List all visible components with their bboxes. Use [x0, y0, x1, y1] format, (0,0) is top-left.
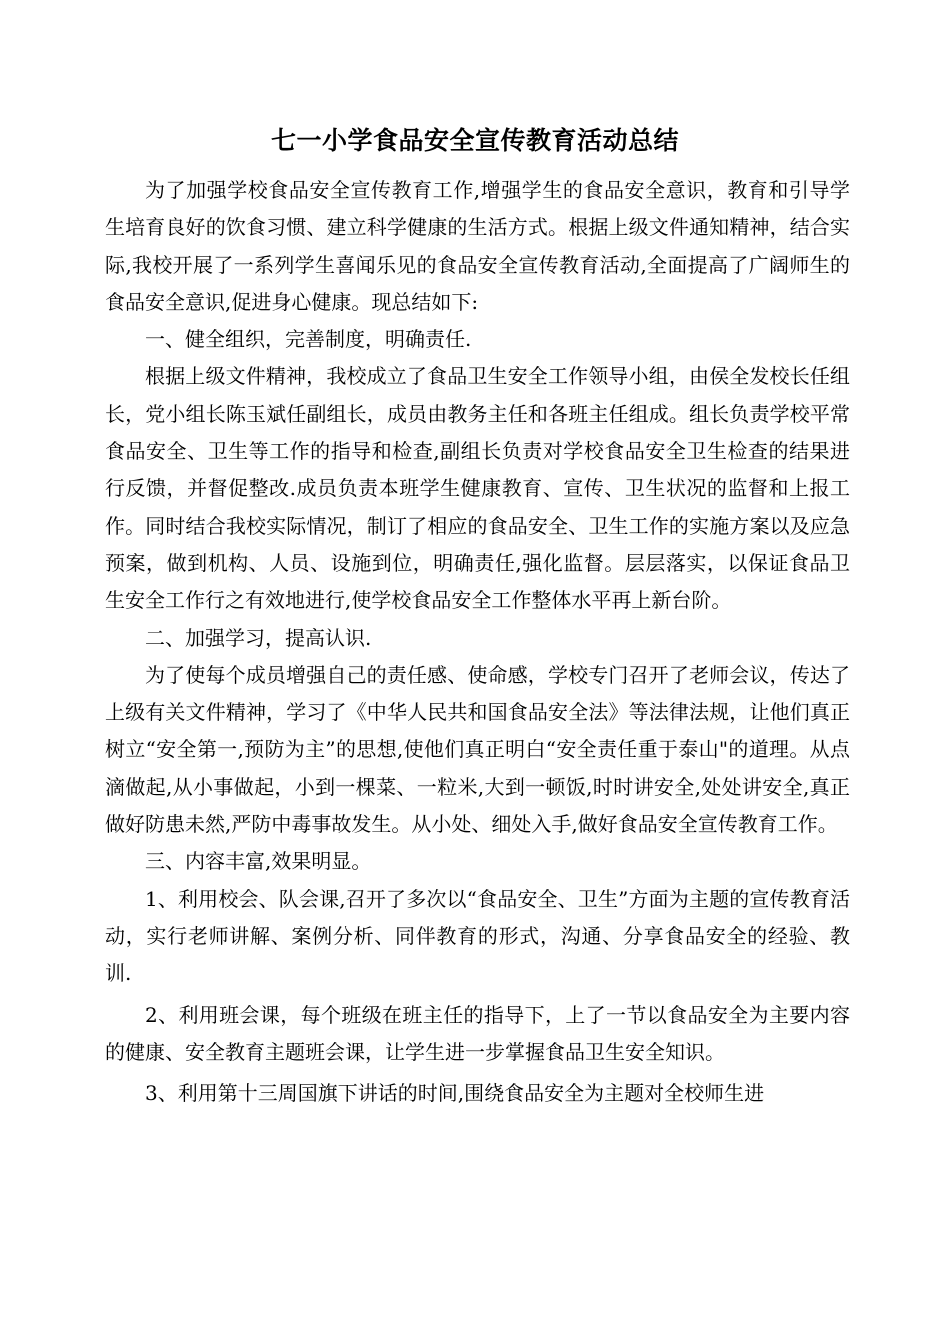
list-item-1: 1、利用校会、队会课,召开了多次以“食品安全、卫生”方面为主题的宣传教育活动，实行老师讲解、案例分析、同伴教育的形式，沟通、分享食品安全的经验、教训. — [105, 886, 850, 986]
section-heading-1: 一、健全组织，完善制度，明确责任. — [145, 327, 472, 352]
list-item-2: 2、利用班会课，每个班级在班主任的指导下，上了一节以食品安全为主要内容的健康、安全教育主题班会课，让学生进一步掌握食品卫生安全知识。 — [105, 1002, 850, 1064]
document-body — [105, 172, 850, 1112]
paragraph-organization: 根据上级文件精神，我校成立了食品卫生安全工作领导小组，由侯全发校长任组长，党小组长陈玉斌任副组长，成员由教务主任和各班主任组成。组长负责学校平常食品安全、卫生等工作的指导和检查,副组长负责对学校食品安全卫生检查的结果进行反馈，并督促整改.成员负责本班学生健康教育、宣传、卫生状况的监督和上报工作。同时结合我校实际情况，制订了相应的食品安全、卫生工作的实施方案以及应急预案，做到机构、人员、设施到位，明确责任,强化监督。层层落实，以保证食品卫生安全工作行之有效地进行,使学校食品安全工作整体水平再上新台阶。 — [105, 364, 850, 613]
section-heading-3: 三、内容丰富,效果明显。 — [145, 849, 372, 874]
section-heading-2: 二、加强学习，提高认识. — [145, 625, 372, 650]
document-title: 七一小学食品安全宣传教育活动总结 — [270, 126, 679, 155]
paragraph-study: 为了使每个成员增强自己的责任感、使命感，学校专门召开了老师会议，传达了上级有关文件精神，学习了《中华人民共和国食品安全法》等法律法规，让他们真正树立“安全第一,预防为主”的思想,使他们真正明白“安全责任重于泰山"的道理。从点滴做起,从小事做起，小到一棵菜、一粒米,大到一顿饭,时时讲安全,处处讲安全,真正做好防患未然,严防中毒事故发生。从小处、细处入手,做好食品安全宣传教育工作。 — [105, 662, 850, 837]
paragraph-intro: 为了加强学校食品安全宣传教育工作,增强学生的食品安全意识，教育和引导学生培育良好的饮食习惯、建立科学健康的生活方式。根据上级文件通知精神，结合实际,我校开展了一系列学生喜闻乐见的食品安全宣传教育活动,全面提高了广阔师生的食品安全意识,促进身心健康。现总结如下: — [105, 178, 850, 314]
list-item-3: 3、利用第十三周国旗下讲话的时间,围绕食品安全为主题对全校师生进 — [145, 1081, 765, 1106]
